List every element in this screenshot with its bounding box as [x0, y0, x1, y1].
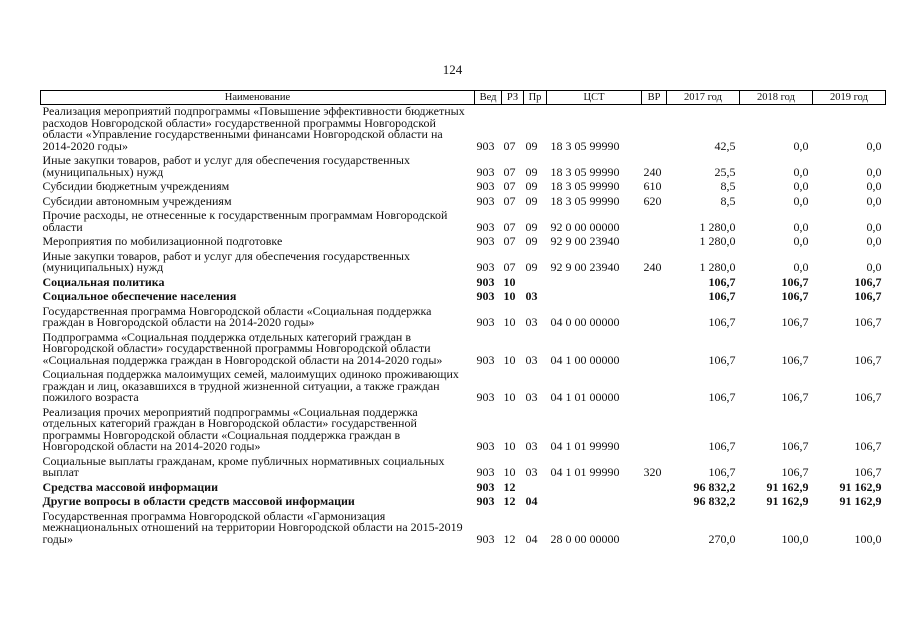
cell-name: Подпрограмма «Социальная поддержка отдельных категорий граждан в Новгородской области» государственной программы Новгородской области «Социальная поддержка граждан в Новгородской области на 2014-2020 годы»	[42, 329, 443, 367]
cell-ved: 903	[476, 164, 495, 179]
table-row	[41, 154, 886, 180]
cell-y2019: 106,7	[854, 390, 882, 404]
cell-cst	[547, 290, 642, 305]
header-2018: 2018 год	[740, 91, 813, 105]
cell-rz: 10	[503, 352, 516, 367]
cell-y2017: 42,5	[714, 138, 736, 153]
cell-pr: 04	[525, 494, 538, 508]
cell-y2017: 1 280,0	[699, 219, 736, 234]
cell-y2019: 0,0	[866, 164, 882, 179]
cell-name: Социальная поддержка малоимущих семей, малоимущих одиноко проживающих граждан и лиц, оказавшихся в трудной жизненной ситуации, а также граждан пожилого возраста	[42, 367, 459, 404]
cell-rz: 10	[503, 315, 516, 329]
cell-cst: 18 3 05 99990	[550, 179, 620, 193]
table-row	[41, 455, 886, 481]
cell-name: Государственная программа Новгородской области «Гармонизация межнациональных отношений на территории Новгородской области на 2015-2019 годы»	[42, 508, 463, 546]
cell-cst: 92 0 00 00000	[550, 219, 620, 234]
cell-cst: 28 0 00 00000	[550, 531, 620, 546]
cell-rz: 07	[503, 164, 516, 179]
cell-rz: 07	[503, 219, 516, 234]
cell-y2019: 106,7	[854, 352, 882, 367]
cell-y2018: 106,7	[781, 390, 809, 404]
cell-vr	[642, 105, 667, 155]
cell-y2017: 96 832,2	[693, 479, 736, 494]
cell-vr	[642, 495, 667, 510]
cell-y2019: 106,7	[854, 289, 882, 303]
cell-pr: 03	[525, 390, 538, 404]
cell-rz: 10	[503, 439, 516, 453]
cell-pr: 03	[525, 439, 538, 453]
page-number: 124	[442, 62, 463, 77]
cell-y2017: 106,7	[708, 315, 736, 329]
cell-name: Другие вопросы в области средств массовой информации	[42, 494, 355, 508]
cell-y2018: 0,0	[793, 219, 809, 234]
header-vr: ВР	[642, 91, 667, 105]
cell-ved: 903	[476, 219, 495, 234]
cell-y2018: 106,7	[781, 465, 809, 479]
cell-y2017: 8,5	[720, 193, 736, 208]
cell-vr: 610	[643, 179, 662, 193]
cell-name: Социальное обеспечение населения	[42, 289, 237, 303]
cell-pr: 09	[525, 234, 538, 248]
cell-cst: 92 9 00 23940	[550, 234, 620, 248]
cell-y2019: 91 162,9	[839, 479, 882, 494]
cell-ved: 903	[476, 179, 495, 193]
cell-y2019: 106,7	[854, 274, 882, 289]
cell-name: Государственная программа Новгородской области «Социальная поддержка граждан в Новгородской области на 2014-2020 годы»	[42, 303, 432, 329]
table-row	[41, 276, 886, 291]
cell-pr: 09	[525, 179, 538, 193]
table-header	[41, 91, 886, 105]
cell-y2019: 106,7	[854, 439, 882, 453]
table-row	[41, 250, 886, 276]
table-row	[41, 195, 886, 210]
cell-y2018: 0,0	[793, 234, 809, 248]
cell-cst: 18 3 05 99990	[550, 138, 620, 153]
table-row	[41, 235, 886, 250]
cell-rz: 07	[503, 193, 516, 208]
cell-y2018: 106,7	[781, 439, 809, 453]
cell-y2018: 91 162,9	[766, 479, 809, 494]
cell-vr	[642, 290, 667, 305]
cell-rz: 12	[503, 494, 516, 508]
cell-name: Субсидии бюджетным учреждениям	[42, 179, 230, 193]
cell-y2018: 100,0	[781, 531, 809, 546]
cell-vr	[642, 481, 667, 496]
header-pr: Пр	[524, 91, 547, 105]
cell-vr	[642, 276, 667, 291]
cell-y2019: 91 162,9	[839, 494, 882, 508]
cell-pr: 03	[525, 352, 538, 367]
cell-name: Иные закупки товаров, работ и услуг для обеспечения государственных (муниципальных) нужд	[42, 248, 410, 274]
cell-ved: 903	[476, 274, 495, 289]
table-row	[41, 406, 886, 455]
cell-rz: 10	[503, 390, 516, 404]
cell-y2019: 106,7	[854, 315, 882, 329]
table-row	[41, 510, 886, 548]
cell-vr	[642, 368, 667, 406]
table-body	[41, 105, 886, 548]
cell-ved: 903	[476, 234, 495, 248]
cell-cst: 04 1 01 99990	[550, 465, 620, 479]
cell-y2019: 106,7	[854, 465, 882, 479]
cell-ved: 903	[476, 193, 495, 208]
cell-vr: 320	[643, 465, 662, 479]
header-2017: 2017 год	[667, 91, 740, 105]
cell-rz: 12	[503, 479, 516, 494]
cell-vr	[642, 209, 667, 235]
cell-rz: 07	[503, 260, 516, 274]
table-row	[41, 368, 886, 406]
cell-vr	[642, 406, 667, 455]
cell-ved: 903	[476, 289, 495, 303]
cell-name: Иные закупки товаров, работ и услуг для обеспечения государственных (муниципальных) нужд	[42, 153, 410, 179]
table-row	[41, 481, 886, 496]
cell-y2019: 0,0	[866, 219, 882, 234]
cell-pr: 09	[525, 193, 538, 208]
cell-rz: 07	[503, 234, 516, 248]
header-rz: РЗ	[502, 91, 524, 105]
cell-y2018: 106,7	[781, 274, 809, 289]
cell-y2017: 106,7	[708, 465, 736, 479]
cell-y2017: 1 280,0	[699, 260, 736, 274]
cell-pr: 09	[525, 164, 538, 179]
cell-name: Средства массовой информации	[42, 479, 218, 494]
cell-name: Социальная политика	[42, 274, 165, 289]
cell-vr	[642, 305, 667, 331]
cell-name: Реализация мероприятий подпрограммы «Повышение эффективности бюджетных расходов Новгородской области» государственной программы Новгородской области «Управление государственными финансами Новгородской области на 2014-2020 годы»	[42, 104, 465, 153]
table-row	[41, 305, 886, 331]
cell-pr: 09	[525, 219, 538, 234]
cell-pr	[524, 481, 547, 496]
header-2019: 2019 год	[813, 91, 886, 105]
cell-rz: 12	[503, 531, 516, 546]
cell-y2018: 0,0	[793, 179, 809, 193]
cell-ved: 903	[476, 138, 495, 153]
cell-cst: 04 1 01 00000	[550, 390, 620, 404]
cell-name: Социальные выплаты гражданам, кроме публичных нормативных социальных выплат	[42, 453, 445, 479]
cell-y2019: 0,0	[866, 193, 882, 208]
cell-vr	[642, 235, 667, 250]
cell-y2018: 106,7	[781, 315, 809, 329]
cell-pr: 09	[525, 260, 538, 274]
cell-y2017: 106,7	[708, 274, 736, 289]
cell-cst: 04 1 00 00000	[550, 352, 620, 367]
cell-ved: 903	[476, 494, 495, 508]
table-row	[41, 105, 886, 155]
cell-vr: 620	[643, 193, 662, 208]
cell-cst	[547, 481, 642, 496]
cell-rz: 07	[503, 138, 516, 153]
cell-y2019: 0,0	[866, 138, 882, 153]
cell-y2018: 0,0	[793, 193, 809, 208]
cell-ved: 903	[476, 352, 495, 367]
cell-cst	[547, 495, 642, 510]
table-row	[41, 290, 886, 305]
cell-ved: 903	[476, 531, 495, 546]
cell-y2017: 106,7	[708, 390, 736, 404]
cell-y2017: 1 280,0	[699, 234, 736, 248]
cell-y2017: 106,7	[708, 352, 736, 367]
cell-pr: 03	[525, 465, 538, 479]
cell-pr: 04	[525, 531, 538, 546]
cell-y2019: 0,0	[866, 179, 882, 193]
cell-rz: 07	[503, 179, 516, 193]
cell-ved: 903	[476, 479, 495, 494]
cell-ved: 903	[476, 260, 495, 274]
cell-vr: 240	[643, 164, 662, 179]
cell-name: Прочие расходы, не отнесенные к государственным программам Новгородской области	[42, 208, 448, 234]
cell-ved: 903	[476, 439, 495, 453]
cell-name: Субсидии автономным учреждениям	[42, 193, 232, 208]
cell-y2017: 25,5	[714, 164, 736, 179]
cell-ved: 903	[476, 315, 495, 329]
cell-cst: 04 0 00 00000	[550, 315, 620, 329]
cell-y2018: 91 162,9	[766, 494, 809, 508]
cell-vr	[642, 331, 667, 369]
cell-y2017: 106,7	[708, 439, 736, 453]
header-cst: ЦСТ	[547, 91, 642, 105]
cell-cst: 92 9 00 23940	[550, 260, 620, 274]
cell-pr	[524, 276, 547, 291]
cell-name: Реализация прочих мероприятий подпрограммы «Социальная поддержка отдельных категорий граждан в Новгородской области» государственной программы Новгородской области «Социальная поддержка граждан в Новгородской области на 2014-2020 годы»	[42, 404, 418, 453]
cell-rz: 10	[503, 289, 516, 303]
table-row	[41, 331, 886, 369]
cell-pr: 03	[525, 315, 538, 329]
cell-y2017: 106,7	[708, 289, 736, 303]
table-row	[41, 495, 886, 510]
cell-y2019: 0,0	[866, 234, 882, 248]
header-name: Наименование	[41, 91, 475, 105]
budget-table	[40, 90, 886, 547]
cell-pr: 09	[525, 138, 538, 153]
cell-y2018: 106,7	[781, 289, 809, 303]
header-ved: Вед	[475, 91, 502, 105]
cell-y2017: 96 832,2	[693, 494, 736, 508]
cell-name: Мероприятия по мобилизационной подготовке	[42, 234, 283, 248]
cell-cst: 18 3 05 99990	[550, 193, 620, 208]
cell-y2019: 0,0	[866, 260, 882, 274]
table-row	[41, 209, 886, 235]
cell-y2017: 270,0	[708, 531, 736, 546]
cell-cst	[547, 276, 642, 291]
cell-rz: 10	[503, 465, 516, 479]
cell-vr: 240	[643, 260, 662, 274]
cell-y2018: 0,0	[793, 260, 809, 274]
cell-cst: 04 1 01 99990	[550, 439, 620, 453]
cell-y2019: 100,0	[854, 531, 882, 546]
cell-y2018: 0,0	[793, 164, 809, 179]
cell-cst: 18 3 05 99990	[550, 164, 620, 179]
cell-y2018: 106,7	[781, 352, 809, 367]
table-row	[41, 180, 886, 195]
cell-y2018: 0,0	[793, 138, 809, 153]
cell-ved: 903	[476, 465, 495, 479]
cell-ved: 903	[476, 390, 495, 404]
cell-y2017: 8,5	[720, 179, 736, 193]
cell-rz: 10	[503, 274, 516, 289]
cell-pr: 03	[525, 289, 538, 303]
cell-vr	[642, 510, 667, 548]
